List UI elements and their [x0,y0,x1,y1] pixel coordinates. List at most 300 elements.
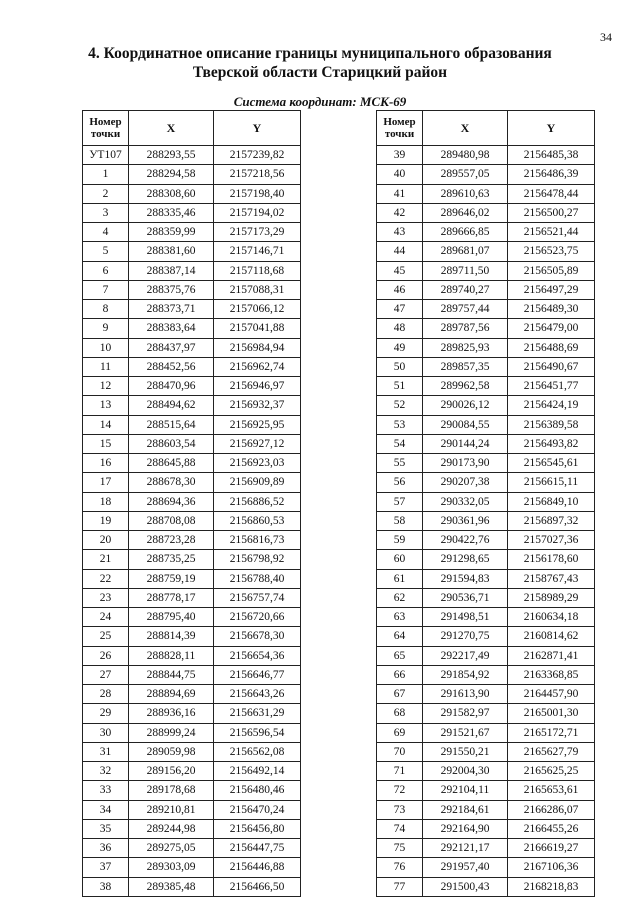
cell-point-number: 37 [83,858,129,877]
cell-point-number: 16 [83,454,129,473]
cell-point-number: 26 [83,646,129,665]
cell-point-number: 58 [377,511,423,530]
cell-x: 291957,40 [423,858,508,877]
cell-point-number: 4 [83,223,129,242]
cell-x: 289740,27 [423,280,508,299]
table-row [377,819,595,838]
cell-x: 289210,81 [129,800,214,819]
table-row [377,646,595,665]
table-row [377,511,595,530]
cell-point-number: 44 [377,242,423,261]
cell-y: 2156886,52 [214,492,301,511]
cell-point-number: 65 [377,646,423,665]
cell-x: 288383,64 [129,319,214,338]
table-row [83,492,301,511]
cell-y: 2156523,75 [508,242,595,261]
header-x: X [423,111,508,146]
table-row [377,223,595,242]
coordinate-system-caption: Система координат: МСК-69 [233,94,407,109]
table-row [83,319,301,338]
cell-x: 292104,11 [423,781,508,800]
table-row [377,685,595,704]
table-row [377,762,595,781]
page-title [0,44,640,82]
cell-x: 290361,96 [423,511,508,530]
cell-point-number: 25 [83,627,129,646]
cell-point-number: 3 [83,203,129,222]
title-line-2: Тверской области Старицкий район [192,64,448,81]
table-row [377,492,595,511]
cell-point-number: 28 [83,685,129,704]
cell-point-number: 30 [83,723,129,742]
table-row [377,280,595,299]
cell-y: 2156485,38 [508,146,595,165]
cell-y: 2167106,36 [508,858,595,877]
cell-x: 291270,75 [423,627,508,646]
cell-point-number: 8 [83,300,129,319]
cell-x: 288437,97 [129,338,214,357]
cell-y: 2157088,31 [214,280,301,299]
cell-y: 2157194,02 [214,203,301,222]
cell-x: 289059,98 [129,742,214,761]
table-row [377,203,595,222]
table-row [83,357,301,376]
cell-x: 288795,40 [129,608,214,627]
header-x: X [129,111,214,146]
cell-x: 288936,16 [129,704,214,723]
cell-y: 2156456,80 [214,819,301,838]
cell-point-number: 27 [83,665,129,684]
cell-y: 2156816,73 [214,531,301,550]
cell-x: 288844,75 [129,665,214,684]
cell-y: 2164457,90 [508,685,595,704]
cell-x: 292121,17 [423,839,508,858]
table-row [377,550,595,569]
cell-x: 292217,49 [423,646,508,665]
cell-y: 2156490,67 [508,357,595,376]
cell-x: 289480,98 [423,146,508,165]
table-row [83,415,301,434]
cell-point-number: 54 [377,434,423,453]
cell-y: 2157146,71 [214,242,301,261]
header-point-number [377,111,423,146]
cell-y: 2162871,41 [508,646,595,665]
cell-x: 288452,56 [129,357,214,376]
table-row [83,184,301,203]
cell-point-number: 73 [377,800,423,819]
table-row [83,800,301,819]
cell-x: 288359,99 [129,223,214,242]
table-row [83,685,301,704]
cell-x: 290422,76 [423,531,508,550]
cell-point-number: 12 [83,377,129,396]
table-row [83,261,301,280]
cell-y: 2165653,61 [508,781,595,800]
cell-y: 2156479,00 [508,319,595,338]
cell-y: 2163368,85 [508,665,595,684]
table-row [377,839,595,858]
cell-x: 291594,83 [423,569,508,588]
cell-y: 2156492,14 [214,762,301,781]
table-row [377,357,595,376]
header-point-number-line1: Номер [89,116,122,128]
table-row [377,242,595,261]
cell-point-number: 29 [83,704,129,723]
cell-point-number: 9 [83,319,129,338]
table-row [377,877,595,896]
cell-point-number: 5 [83,242,129,261]
cell-y: 2168218,83 [508,877,595,896]
cell-y: 2156446,88 [214,858,301,877]
cell-y: 2156488,69 [508,338,595,357]
cell-y: 2156654,36 [214,646,301,665]
cell-x: 291521,67 [423,723,508,742]
cell-point-number: 69 [377,723,423,742]
cell-y: 2165625,25 [508,762,595,781]
cell-point-number: 46 [377,280,423,299]
table-row [83,280,301,299]
cell-y: 2157041,88 [214,319,301,338]
table-body-left [83,146,301,897]
cell-x: 291500,43 [423,877,508,896]
cell-y: 2156798,92 [214,550,301,569]
table-row [83,377,301,396]
cell-y: 2157118,68 [214,261,301,280]
cell-point-number: 47 [377,300,423,319]
cell-x: 291582,97 [423,704,508,723]
table-row [83,338,301,357]
cell-y: 2156643,26 [214,685,301,704]
cell-y: 2160814,62 [508,627,595,646]
cell-y: 2156178,60 [508,550,595,569]
cell-x: 288293,55 [129,146,214,165]
table-row [377,608,595,627]
cell-y: 2156447,75 [214,839,301,858]
cell-point-number: 17 [83,473,129,492]
cell-y: 2156562,08 [214,742,301,761]
table-row [83,877,301,896]
table-row [83,839,301,858]
cell-x: 288603,54 [129,434,214,453]
cell-x: 288381,60 [129,242,214,261]
cell-point-number: 10 [83,338,129,357]
cell-y: 2156486,39 [508,165,595,184]
table-row [377,146,595,165]
cell-point-number: 22 [83,569,129,588]
table-row [83,511,301,530]
cell-x: 289244,98 [129,819,214,838]
cell-x: 289303,09 [129,858,214,877]
header-y: Y [214,111,301,146]
cell-x: 288723,28 [129,531,214,550]
cell-x: 290026,12 [423,396,508,415]
cell-y: 2156927,12 [214,434,301,453]
cell-y: 2156962,74 [214,357,301,376]
cell-y: 2158989,29 [508,588,595,607]
cell-x: 288708,08 [129,511,214,530]
cell-x: 289787,56 [423,319,508,338]
table-row [377,473,595,492]
table-row [83,454,301,473]
cell-point-number: 64 [377,627,423,646]
cell-y: 2166619,27 [508,839,595,858]
table-row [83,858,301,877]
table-header-row [83,111,301,146]
cell-y: 2156615,11 [508,473,595,492]
cell-y: 2156505,89 [508,261,595,280]
cell-point-number: 41 [377,184,423,203]
cell-y: 2160634,18 [508,608,595,627]
cell-y: 2156946,97 [214,377,301,396]
cell-y: 2166286,07 [508,800,595,819]
cell-x: 288999,24 [129,723,214,742]
cell-x: 290084,55 [423,415,508,434]
table-row [377,396,595,415]
table-row [83,704,301,723]
cell-y: 2165001,30 [508,704,595,723]
title-line-1: 4. Координатное описание границы муниципального образования [88,45,552,62]
cell-x: 289666,85 [423,223,508,242]
cell-y: 2156925,95 [214,415,301,434]
cell-x: 289757,44 [423,300,508,319]
cell-x: 288759,19 [129,569,214,588]
table-row [377,165,595,184]
cell-x: 291613,90 [423,685,508,704]
cell-point-number: 43 [377,223,423,242]
cell-point-number: 14 [83,415,129,434]
cell-x: 290207,38 [423,473,508,492]
cell-y: 2156389,58 [508,415,595,434]
cell-y: 2156678,30 [214,627,301,646]
table-row [83,627,301,646]
cell-x: 292184,61 [423,800,508,819]
table-row [83,300,301,319]
cell-y: 2157173,29 [214,223,301,242]
cell-point-number: 20 [83,531,129,550]
cell-y: 2156909,89 [214,473,301,492]
cell-x: 289711,50 [423,261,508,280]
table-row [377,338,595,357]
cell-point-number: 52 [377,396,423,415]
cell-point-number: 71 [377,762,423,781]
cell-y: 2156849,10 [508,492,595,511]
cell-point-number: 76 [377,858,423,877]
cell-x: 290144,24 [423,434,508,453]
cell-point-number: 67 [377,685,423,704]
cell-y: 2156497,29 [508,280,595,299]
cell-y: 2156923,03 [214,454,301,473]
cell-y: 2156521,44 [508,223,595,242]
cell-point-number: 57 [377,492,423,511]
table-row [377,300,595,319]
cell-y: 2157239,82 [214,146,301,165]
table-row [83,569,301,588]
cell-x: 289156,20 [129,762,214,781]
cell-point-number: 55 [377,454,423,473]
cell-point-number: 72 [377,781,423,800]
cell-point-number: 36 [83,839,129,858]
cell-x: 288387,14 [129,261,214,280]
cell-x: 289857,35 [423,357,508,376]
table-row [83,434,301,453]
cell-x: 289178,68 [129,781,214,800]
cell-point-number: 33 [83,781,129,800]
cell-point-number: 15 [83,434,129,453]
table-row [377,261,595,280]
cell-x: 288735,25 [129,550,214,569]
cell-point-number: 21 [83,550,129,569]
cell-y: 2166455,26 [508,819,595,838]
cell-point-number: 48 [377,319,423,338]
cell-y: 2156489,30 [508,300,595,319]
cell-point-number: 74 [377,819,423,838]
cell-point-number: УТ107 [83,146,129,165]
cell-y: 2157198,40 [214,184,301,203]
cell-point-number: 49 [377,338,423,357]
cell-x: 288814,39 [129,627,214,646]
page-number: 34 [600,30,612,44]
cell-x: 289610,63 [423,184,508,203]
cell-y: 2156480,46 [214,781,301,800]
cell-y: 2157027,36 [508,531,595,550]
table-row [377,800,595,819]
cell-point-number: 35 [83,819,129,838]
cell-y: 2156720,66 [214,608,301,627]
cell-y: 2156424,19 [508,396,595,415]
cell-point-number: 59 [377,531,423,550]
cell-point-number: 60 [377,550,423,569]
cell-y: 2156500,27 [508,203,595,222]
table-row [83,203,301,222]
header-y: Y [508,111,595,146]
table-row [377,588,595,607]
table-row [377,569,595,588]
cell-y: 2156478,44 [508,184,595,203]
cell-point-number: 45 [377,261,423,280]
cell-x: 288494,62 [129,396,214,415]
cell-x: 288694,36 [129,492,214,511]
cell-y: 2156757,74 [214,588,301,607]
cell-y: 2156646,77 [214,665,301,684]
cell-x: 288894,69 [129,685,214,704]
table-row [83,531,301,550]
table-row [377,184,595,203]
table-row [83,473,301,492]
cell-x: 290332,05 [423,492,508,511]
cell-x: 291854,92 [423,665,508,684]
cell-x: 289681,07 [423,242,508,261]
table-row [377,415,595,434]
cell-y: 2165627,79 [508,742,595,761]
cell-point-number: 50 [377,357,423,376]
table-row [377,377,595,396]
header-point-number [83,111,129,146]
cell-y: 2156860,53 [214,511,301,530]
cell-y: 2156451,77 [508,377,595,396]
table-row [83,146,301,165]
cell-x: 292004,30 [423,762,508,781]
cell-y: 2156984,94 [214,338,301,357]
cell-y: 2158767,43 [508,569,595,588]
table-row [83,665,301,684]
coordinates-table-left [82,110,301,897]
table-row [83,723,301,742]
cell-x: 288294,58 [129,165,214,184]
table-row [377,704,595,723]
table-row [83,781,301,800]
cell-point-number: 39 [377,146,423,165]
cell-point-number: 23 [83,588,129,607]
cell-point-number: 11 [83,357,129,376]
cell-x: 289825,93 [423,338,508,357]
cell-y: 2157218,56 [214,165,301,184]
table-row [377,319,595,338]
header-point-number-line2: точки [90,128,121,140]
header-point-number-line2: точки [384,128,415,140]
cell-y: 2157066,12 [214,300,301,319]
cell-x: 288373,71 [129,300,214,319]
table-row [83,819,301,838]
cell-y: 2156897,32 [508,511,595,530]
cell-y: 2156466,50 [214,877,301,896]
cell-point-number: 31 [83,742,129,761]
cell-point-number: 19 [83,511,129,530]
cell-point-number: 42 [377,203,423,222]
cell-x: 288828,11 [129,646,214,665]
table-row [83,762,301,781]
cell-point-number: 77 [377,877,423,896]
cell-x: 288375,76 [129,280,214,299]
cell-y: 2156596,54 [214,723,301,742]
cell-point-number: 40 [377,165,423,184]
cell-x: 289557,05 [423,165,508,184]
cell-x: 289385,48 [129,877,214,896]
cell-point-number: 63 [377,608,423,627]
header-point-number-line1: Номер [383,116,416,128]
cell-x: 292164,90 [423,819,508,838]
table-header-row [377,111,595,146]
cell-x: 289962,58 [423,377,508,396]
cell-y: 2156932,37 [214,396,301,415]
cell-y: 2156631,29 [214,704,301,723]
cell-x: 289646,02 [423,203,508,222]
table-row [377,434,595,453]
cell-point-number: 18 [83,492,129,511]
cell-x: 288470,96 [129,377,214,396]
cell-point-number: 13 [83,396,129,415]
cell-x: 290173,90 [423,454,508,473]
cell-x: 289275,05 [129,839,214,858]
cell-point-number: 1 [83,165,129,184]
cell-point-number: 53 [377,415,423,434]
table-row [83,242,301,261]
cell-x: 291550,21 [423,742,508,761]
cell-point-number: 32 [83,762,129,781]
cell-point-number: 51 [377,377,423,396]
cell-point-number: 75 [377,839,423,858]
cell-x: 288678,30 [129,473,214,492]
table-row [377,858,595,877]
cell-x: 288515,64 [129,415,214,434]
cell-x: 288645,88 [129,454,214,473]
table-row [377,627,595,646]
cell-x: 288308,60 [129,184,214,203]
cell-point-number: 61 [377,569,423,588]
cell-point-number: 62 [377,588,423,607]
table-row [377,742,595,761]
table-row [377,454,595,473]
cell-point-number: 66 [377,665,423,684]
